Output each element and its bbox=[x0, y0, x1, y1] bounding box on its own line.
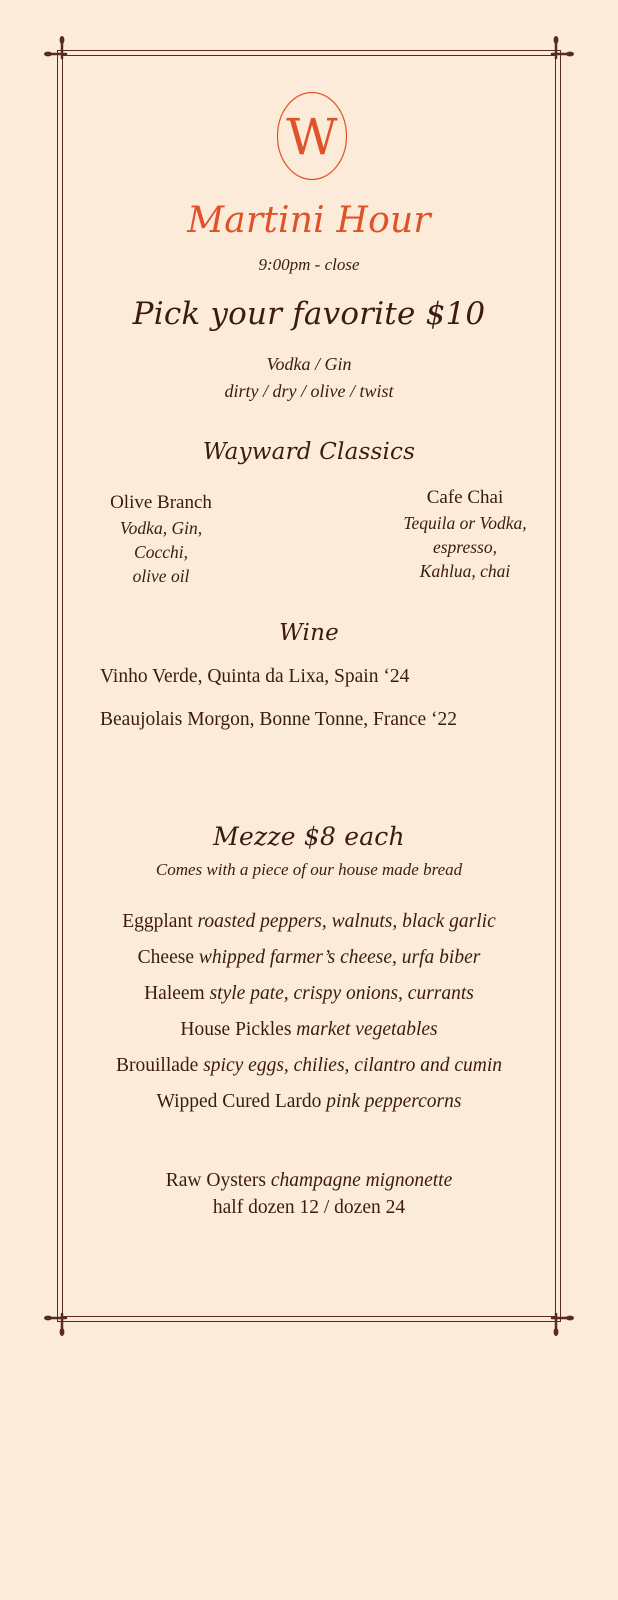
mezze-item-desc: whipped farmer’s cheese, urfa biber bbox=[198, 947, 481, 968]
oysters-desc: champagne mignonette bbox=[270, 1170, 453, 1191]
corner-ornament-bottom-right bbox=[536, 1298, 576, 1338]
wine-item: Vinho Verde, Quinta da Lixa, Spain ‘24 bbox=[100, 666, 410, 687]
hours-text: 9:00pm - close bbox=[258, 255, 360, 274]
mezze-item-name: Brouillade bbox=[116, 1055, 199, 1076]
mezze-item-name: Wipped Cured Lardo bbox=[156, 1091, 322, 1112]
cocktail-ingredient: Cocchi, bbox=[134, 542, 188, 562]
corner-ornament-top-right bbox=[536, 34, 576, 74]
logo-letter: W bbox=[286, 108, 338, 166]
mezze-item bbox=[0, 1091, 618, 1113]
mezze-item bbox=[0, 1055, 618, 1077]
cocktail-ingredient: Tequila or Vodka, bbox=[403, 513, 527, 533]
mezze-item-desc: style pate, crispy onions, currants bbox=[209, 983, 474, 1004]
mezze-item bbox=[0, 983, 618, 1005]
classics-heading: Wayward Classics bbox=[202, 439, 416, 465]
mezze-item-name: Haleem bbox=[144, 983, 205, 1004]
mezze-item-name: Cheese bbox=[137, 947, 194, 968]
mezze-item bbox=[0, 1019, 618, 1041]
mezze-item bbox=[0, 947, 618, 969]
corner-ornament-bottom-left bbox=[42, 1298, 82, 1338]
mezze-item-desc: spicy eggs, chilies, cilantro and cumin bbox=[203, 1055, 502, 1076]
wine-item: Beaujolais Morgon, Bonne Tonne, France ‘22 bbox=[100, 709, 457, 730]
mezze-item bbox=[0, 911, 618, 933]
martini-spirits: Vodka / Gin bbox=[266, 354, 352, 374]
logo-emblem bbox=[276, 91, 348, 181]
mezze-item-desc: market vegetables bbox=[296, 1019, 438, 1040]
cocktail-cafe-chai bbox=[375, 487, 555, 583]
cocktail-name: Olive Branch bbox=[110, 492, 212, 513]
oysters-name: Raw Oysters bbox=[165, 1170, 266, 1191]
wine-heading: Wine bbox=[279, 620, 339, 646]
martini-styles: dirty / dry / olive / twist bbox=[224, 381, 394, 401]
cocktail-ingredient: Vodka, Gin, bbox=[119, 518, 203, 538]
mezze-item-name: House Pickles bbox=[180, 1019, 292, 1040]
menu-title: Martini Hour bbox=[187, 200, 431, 241]
cocktail-olive-branch bbox=[71, 492, 251, 588]
oysters-price: half dozen 12 / dozen 24 bbox=[212, 1197, 406, 1218]
special-heading: Pick your favorite $10 bbox=[132, 296, 486, 332]
cocktail-ingredient: espresso, bbox=[432, 537, 497, 557]
cocktail-ingredient: olive oil bbox=[132, 566, 190, 586]
mezze-item-desc: pink peppercorns bbox=[326, 1091, 462, 1112]
mezze-note: Comes with a piece of our house made bread bbox=[155, 860, 463, 879]
corner-ornament-top-left bbox=[42, 34, 82, 74]
mezze-heading: Mezze $8 each bbox=[213, 822, 405, 851]
cocktail-ingredient: Kahlua, chai bbox=[419, 561, 511, 581]
mezze-item-desc: roasted peppers, walnuts, black garlic bbox=[197, 911, 496, 932]
cocktail-name: Cafe Chai bbox=[426, 487, 504, 508]
mezze-item-name: Eggplant bbox=[122, 911, 193, 932]
oysters-item bbox=[0, 1170, 618, 1192]
